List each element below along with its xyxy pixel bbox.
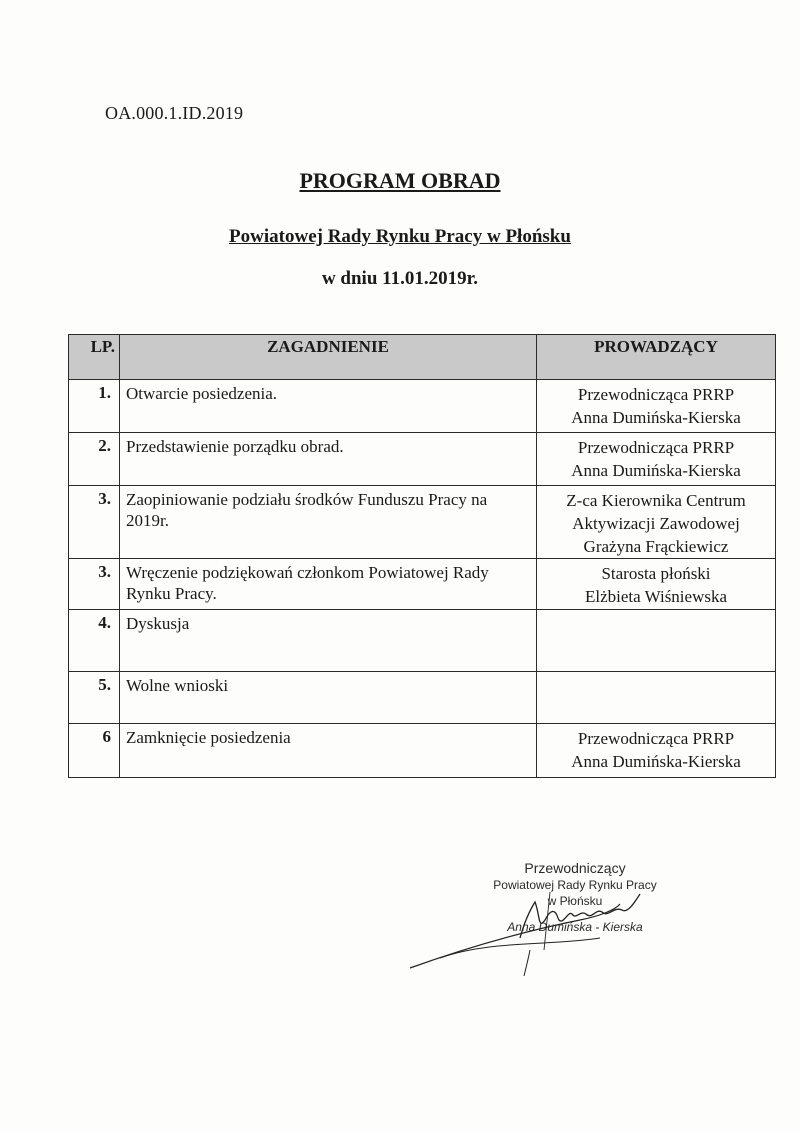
table-row <box>69 433 776 486</box>
lead-line: Przewodnicząca PRRP <box>577 385 735 404</box>
row-number: 1. <box>69 380 120 433</box>
stamp-line: Powiatowej Rady Rynku Pracy <box>493 878 657 892</box>
row-lead <box>537 559 776 610</box>
row-issue: Dyskusja <box>120 610 537 672</box>
row-lead <box>537 486 776 559</box>
row-lead <box>537 380 776 433</box>
lead-line: Elżbieta Wiśniewska <box>584 587 728 606</box>
table-header-row <box>69 335 776 380</box>
header-lead: PROWADZĄCY <box>537 335 776 380</box>
agenda-table <box>68 334 776 778</box>
meeting-date: w dniu 11.01.2019r. <box>321 268 479 289</box>
stamp-line: w Płońsku <box>547 894 603 908</box>
row-lead <box>537 724 776 778</box>
row-lead <box>537 672 776 724</box>
row-number: 5. <box>69 672 120 724</box>
row-number: 3. <box>69 559 120 610</box>
lead-line: Z-ca Kierownika Centrum <box>566 491 746 510</box>
lead-line: Starosta płoński <box>601 564 711 583</box>
document-reference: OA.000.1.ID.2019 <box>105 103 244 123</box>
lead-line: Anna Dumińska-Kierska <box>571 461 741 480</box>
row-issue: Zaopiniowanie podziału środków Funduszu Pracy na 2019r. <box>120 486 537 559</box>
stamp-line: Przewodniczący <box>524 860 626 876</box>
lead-line: Przewodnicząca PRRP <box>577 729 735 748</box>
lead-line: Przewodnicząca PRRP <box>577 438 735 457</box>
table-row <box>69 672 776 724</box>
document-subtitle: Powiatowej Rady Rynku Pracy w Płońsku <box>229 226 571 247</box>
lead-line: Anna Dumińska-Kierska <box>571 408 741 427</box>
table-row <box>69 724 776 778</box>
table-row <box>69 610 776 672</box>
row-number: 3. <box>69 486 120 559</box>
row-issue: Wręczenie podziękowań członkom Powiatowej Rady Rynku Pracy. <box>120 559 537 610</box>
row-number: 2. <box>69 433 120 486</box>
row-number: 4. <box>69 610 120 672</box>
row-issue: Otwarcie posiedzenia. <box>120 380 537 433</box>
table-row <box>69 559 776 610</box>
lead-line: Grażyna Frąckiewicz <box>583 537 729 556</box>
table-row <box>69 486 776 559</box>
row-lead <box>537 433 776 486</box>
row-issue: Zamknięcie posiedzenia <box>120 724 537 778</box>
row-lead <box>537 610 776 672</box>
document-title: PROGRAM OBRAD <box>299 168 501 193</box>
header-issue: ZAGADNIENIE <box>120 335 537 380</box>
header-lp: LP. <box>69 335 120 380</box>
row-issue: Wolne wnioski <box>120 672 537 724</box>
table-row <box>69 380 776 433</box>
row-issue: Przedstawienie porządku obrad. <box>120 433 537 486</box>
lead-line: Anna Dumińska-Kierska <box>571 752 741 771</box>
row-number: 6 <box>69 724 120 778</box>
handwritten-signature <box>400 880 680 980</box>
stamp-line: Anna Dumińska - Kierska <box>507 920 643 934</box>
lead-line: Aktywizacji Zawodowej <box>572 514 740 533</box>
